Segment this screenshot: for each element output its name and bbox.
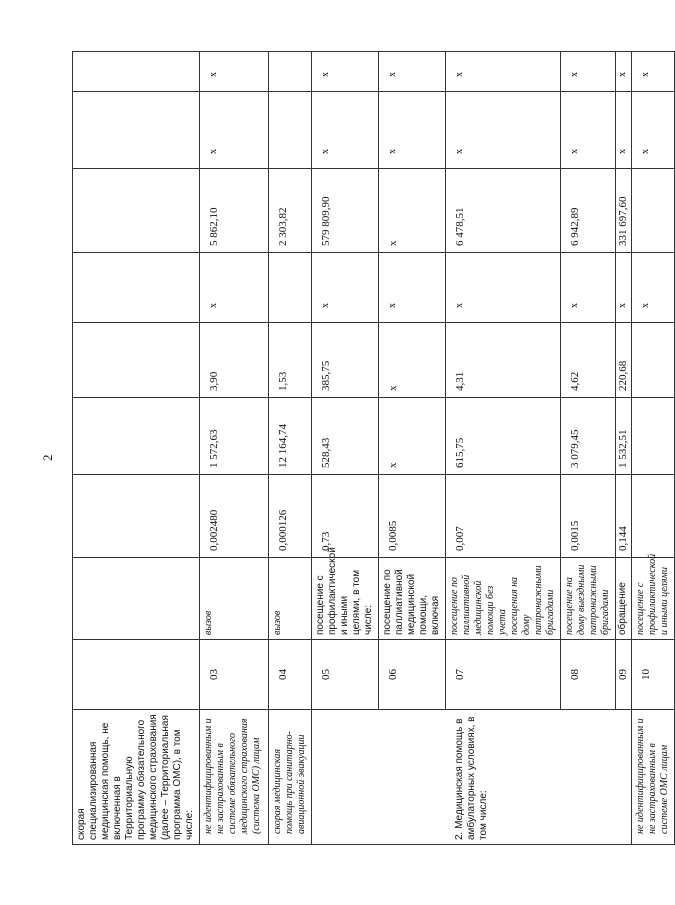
row-description: скорая медицинская помощь при санитарно-авиационной эвакуации	[269, 710, 312, 845]
unit-cell: обращение	[616, 558, 632, 640]
norm-cell: 0,0015	[561, 475, 616, 558]
empty-cell	[73, 558, 200, 640]
c9-cell: x	[446, 92, 561, 169]
norm-cell: 0,007	[446, 475, 561, 558]
per-capita-cell: 4,62	[561, 323, 616, 398]
section-description: 2. Медицинская помощь в амбулаторных условиях, в том числе:	[312, 710, 632, 845]
c7-cell: x	[200, 253, 269, 323]
row-description: не идентифицированным и не застрахованным в системе обязательного медицинского страхования (система ОМС) лицам	[200, 710, 269, 845]
cost-cell: 1 532,51	[616, 398, 632, 475]
c9-cell: x	[200, 92, 269, 169]
unit-cell: посещение на дому выездными патронажными бригадами	[561, 558, 616, 640]
num-cell: 03	[200, 640, 269, 710]
num-cell: 09	[616, 640, 632, 710]
per-capita-cell: 3,90	[200, 323, 269, 398]
cost-cell: x	[379, 398, 446, 475]
c7-cell	[269, 253, 312, 323]
c10-cell: x	[616, 52, 632, 92]
num-cell: 10	[632, 640, 675, 710]
empty-cell	[73, 640, 200, 710]
num-cell: 07	[446, 640, 561, 710]
empty-cell	[73, 92, 200, 169]
empty-cell	[73, 398, 200, 475]
table-row	[632, 52, 675, 845]
c10-cell	[269, 52, 312, 92]
per-capita-cell	[632, 323, 675, 398]
total-cell: 579 809,90	[312, 169, 379, 253]
empty-cell	[73, 323, 200, 398]
cost-cell: 1 572,63	[200, 398, 269, 475]
c7-cell: x	[632, 253, 675, 323]
c10-cell: x	[632, 52, 675, 92]
c10-cell: x	[446, 52, 561, 92]
total-cell: 2 303,82	[269, 169, 312, 253]
total-cell: x	[379, 169, 446, 253]
c9-cell: x	[561, 92, 616, 169]
cost-cell: 3 079,45	[561, 398, 616, 475]
total-cell: 5 862,10	[200, 169, 269, 253]
norm-cell: 0,144	[616, 475, 632, 558]
per-capita-cell: 4,31	[446, 323, 561, 398]
c9-cell: x	[632, 92, 675, 169]
page-number: 2	[40, 454, 55, 461]
table-row	[312, 52, 379, 845]
norm-cell: 0,73	[312, 475, 379, 558]
row-description: скорая специализированная медицинская помощь, не включенная в Территориальную программу обязательного медицинского страхования (далее – Территориальная программа ОМС), в том числе:	[73, 710, 200, 845]
c10-cell: x	[561, 52, 616, 92]
per-capita-cell: 385,75	[312, 323, 379, 398]
unit-cell: посещение по паллиативной медицинской помощи, включая	[379, 558, 446, 640]
row-description: не идентифицированным и не застрахованным в системе ОМС лицам	[632, 710, 675, 845]
num-cell: 04	[269, 640, 312, 710]
c7-cell: x	[616, 253, 632, 323]
c7-cell: x	[446, 253, 561, 323]
norm-cell	[632, 475, 675, 558]
total-cell: 331 697,60	[616, 169, 632, 253]
c9-cell: x	[616, 92, 632, 169]
unit-cell: вызов	[269, 558, 312, 640]
cost-cell: 12 164,74	[269, 398, 312, 475]
cost-cell: 615,75	[446, 398, 561, 475]
num-cell: 08	[561, 640, 616, 710]
total-cell: 6 478,51	[446, 169, 561, 253]
tariff-table	[72, 51, 675, 845]
c9-cell	[269, 92, 312, 169]
c10-cell: x	[200, 52, 269, 92]
c7-cell: x	[561, 253, 616, 323]
empty-cell	[73, 253, 200, 323]
c7-cell: x	[312, 253, 379, 323]
per-capita-cell: 1,53	[269, 323, 312, 398]
empty-cell	[73, 169, 200, 253]
c10-cell: x	[312, 52, 379, 92]
num-cell: 05	[312, 640, 379, 710]
table-row	[200, 52, 269, 845]
num-cell: 06	[379, 640, 446, 710]
c7-cell: x	[379, 253, 446, 323]
c9-cell: x	[312, 92, 379, 169]
unit-cell: посещение с профилактической и иными целями, в том числе:	[312, 558, 379, 640]
total-cell: 6 942,89	[561, 169, 616, 253]
table-body	[73, 52, 675, 845]
table-row-header	[73, 52, 200, 845]
empty-cell	[73, 475, 200, 558]
unit-cell: посещение по паллиативной медицинской помощи без учета посещения на дому патронажными бригадами	[446, 558, 561, 640]
c9-cell: x	[379, 92, 446, 169]
norm-cell: 0,0085	[379, 475, 446, 558]
unit-cell: вызов	[200, 558, 269, 640]
norm-cell: 0,000126	[269, 475, 312, 558]
norm-cell: 0,002480	[200, 475, 269, 558]
per-capita-cell: x	[379, 323, 446, 398]
per-capita-cell: 220,68	[616, 323, 632, 398]
c10-cell: x	[379, 52, 446, 92]
cost-cell: 528,43	[312, 398, 379, 475]
empty-cell	[73, 52, 200, 92]
unit-cell: посещение с профилактической и иными целями	[632, 558, 675, 640]
table-row	[269, 52, 312, 845]
total-cell	[632, 169, 675, 253]
cost-cell	[632, 398, 675, 475]
